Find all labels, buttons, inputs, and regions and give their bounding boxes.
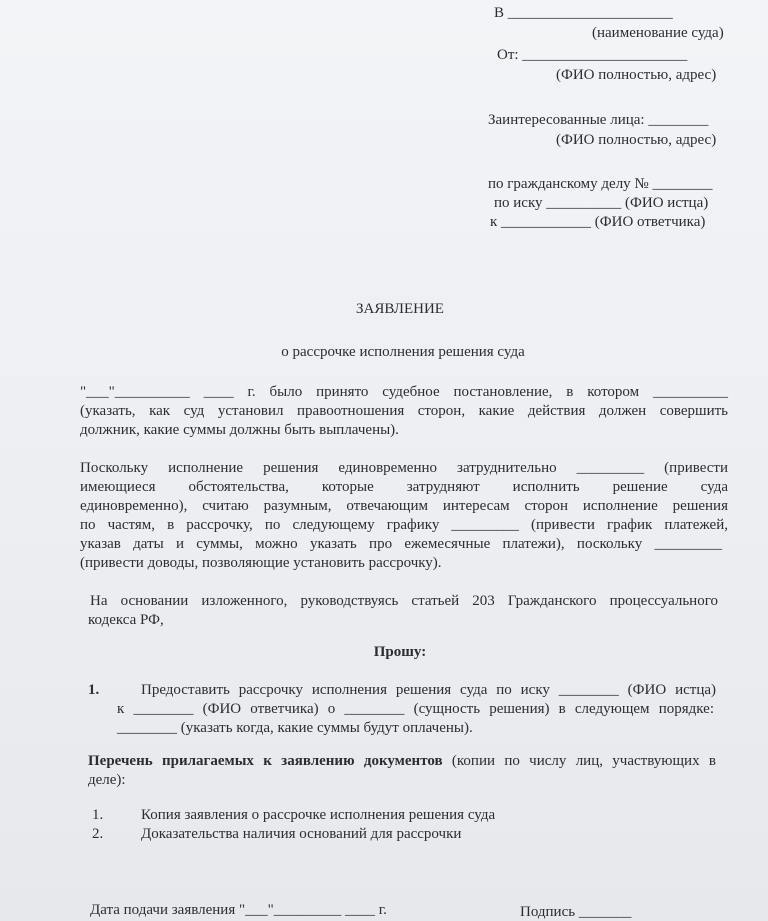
attachment-item-1-number: 1. xyxy=(92,807,104,823)
request-heading: Прошу: xyxy=(373,644,427,660)
p3-line-2: кодекса РФ, xyxy=(88,612,164,628)
court-line: В ______________________ xyxy=(494,5,673,21)
interested-hint: (ФИО полностью, адрес) xyxy=(556,132,717,148)
p1-line-3: должник, какие суммы должны быть выплачены). xyxy=(80,422,399,438)
attachments-heading xyxy=(88,752,716,770)
attachments-heading-rest: (копии по числу лиц, участвующих в xyxy=(442,753,716,769)
attachments-heading-line2: деле): xyxy=(88,772,126,788)
p2-line-2: имеющиеся обстоятельства, которые затрудняют исполнить решение суда xyxy=(80,479,728,495)
p3-line-1: На основании изложенного, руководствуясь статьей 203 Гражданского процессуального xyxy=(90,593,718,609)
p2-line-1: Поскольку исполнение решения единовременно затруднительно _________ (привести xyxy=(80,460,728,476)
interested-line: Заинтересованные лица: ________ xyxy=(488,112,709,128)
from-hint: (ФИО полностью, адрес) xyxy=(556,67,717,83)
p2-line-6: (привести доводы, позволяющие установить рассрочку). xyxy=(80,555,442,571)
court-hint: (наименование суда) xyxy=(592,25,724,41)
plaintiff-line: по иску __________ (ФИО истца) xyxy=(494,195,709,211)
p2-line-4: по частям, в рассрочку, по следующему графику _________ (привести график платежей, xyxy=(80,517,728,533)
defendant-line: к ____________ (ФИО ответчика) xyxy=(490,214,706,230)
case-line: по гражданскому делу № ________ xyxy=(488,176,713,192)
request-line-3: ________ (указать когда, какие суммы будут оплачены). xyxy=(117,720,473,736)
p2-line-5: указав даты и суммы, можно указать про ежемесячные платежи), поскольку _________ xyxy=(80,536,722,552)
filing-date: Дата подачи заявления "___"_________ ____ г. xyxy=(90,902,387,918)
request-line-1: Предоставить рассрочку исполнения решения суда по иску ________ (ФИО истца) xyxy=(141,682,716,698)
request-line-2: к ________ (ФИО ответчика) о ________ (сущность решения) в следующем порядке: xyxy=(117,701,714,717)
attachment-item-2-text: Доказательства наличия оснований для рассрочки xyxy=(141,826,462,842)
attachments-heading-bold: Перечень прилагаемых к заявлению документов xyxy=(88,753,443,769)
from-line: От: ______________________ xyxy=(497,47,688,63)
request-item-number: 1. xyxy=(88,682,100,698)
attachment-item-2-number: 2. xyxy=(92,826,104,842)
attachment-item-1-text: Копия заявления о рассрочке исполнения решения суда xyxy=(141,807,496,823)
signature: Подпись _______ xyxy=(520,904,632,920)
p1-line-2: (указать, как суд установил правоотношения сторон, какие действия должен совершить xyxy=(80,403,728,419)
document-title: ЗАЯВЛЕНИЕ xyxy=(356,301,444,317)
document-subtitle: о рассрочке исполнения решения суда xyxy=(281,344,525,360)
p1-line-1: "___"__________ ____ г. было принято судебное постановление, в котором __________ xyxy=(80,384,728,400)
p2-line-3: единовременно), считаю разумным, отвечающим интересам сторон исполнение решения xyxy=(80,498,728,514)
